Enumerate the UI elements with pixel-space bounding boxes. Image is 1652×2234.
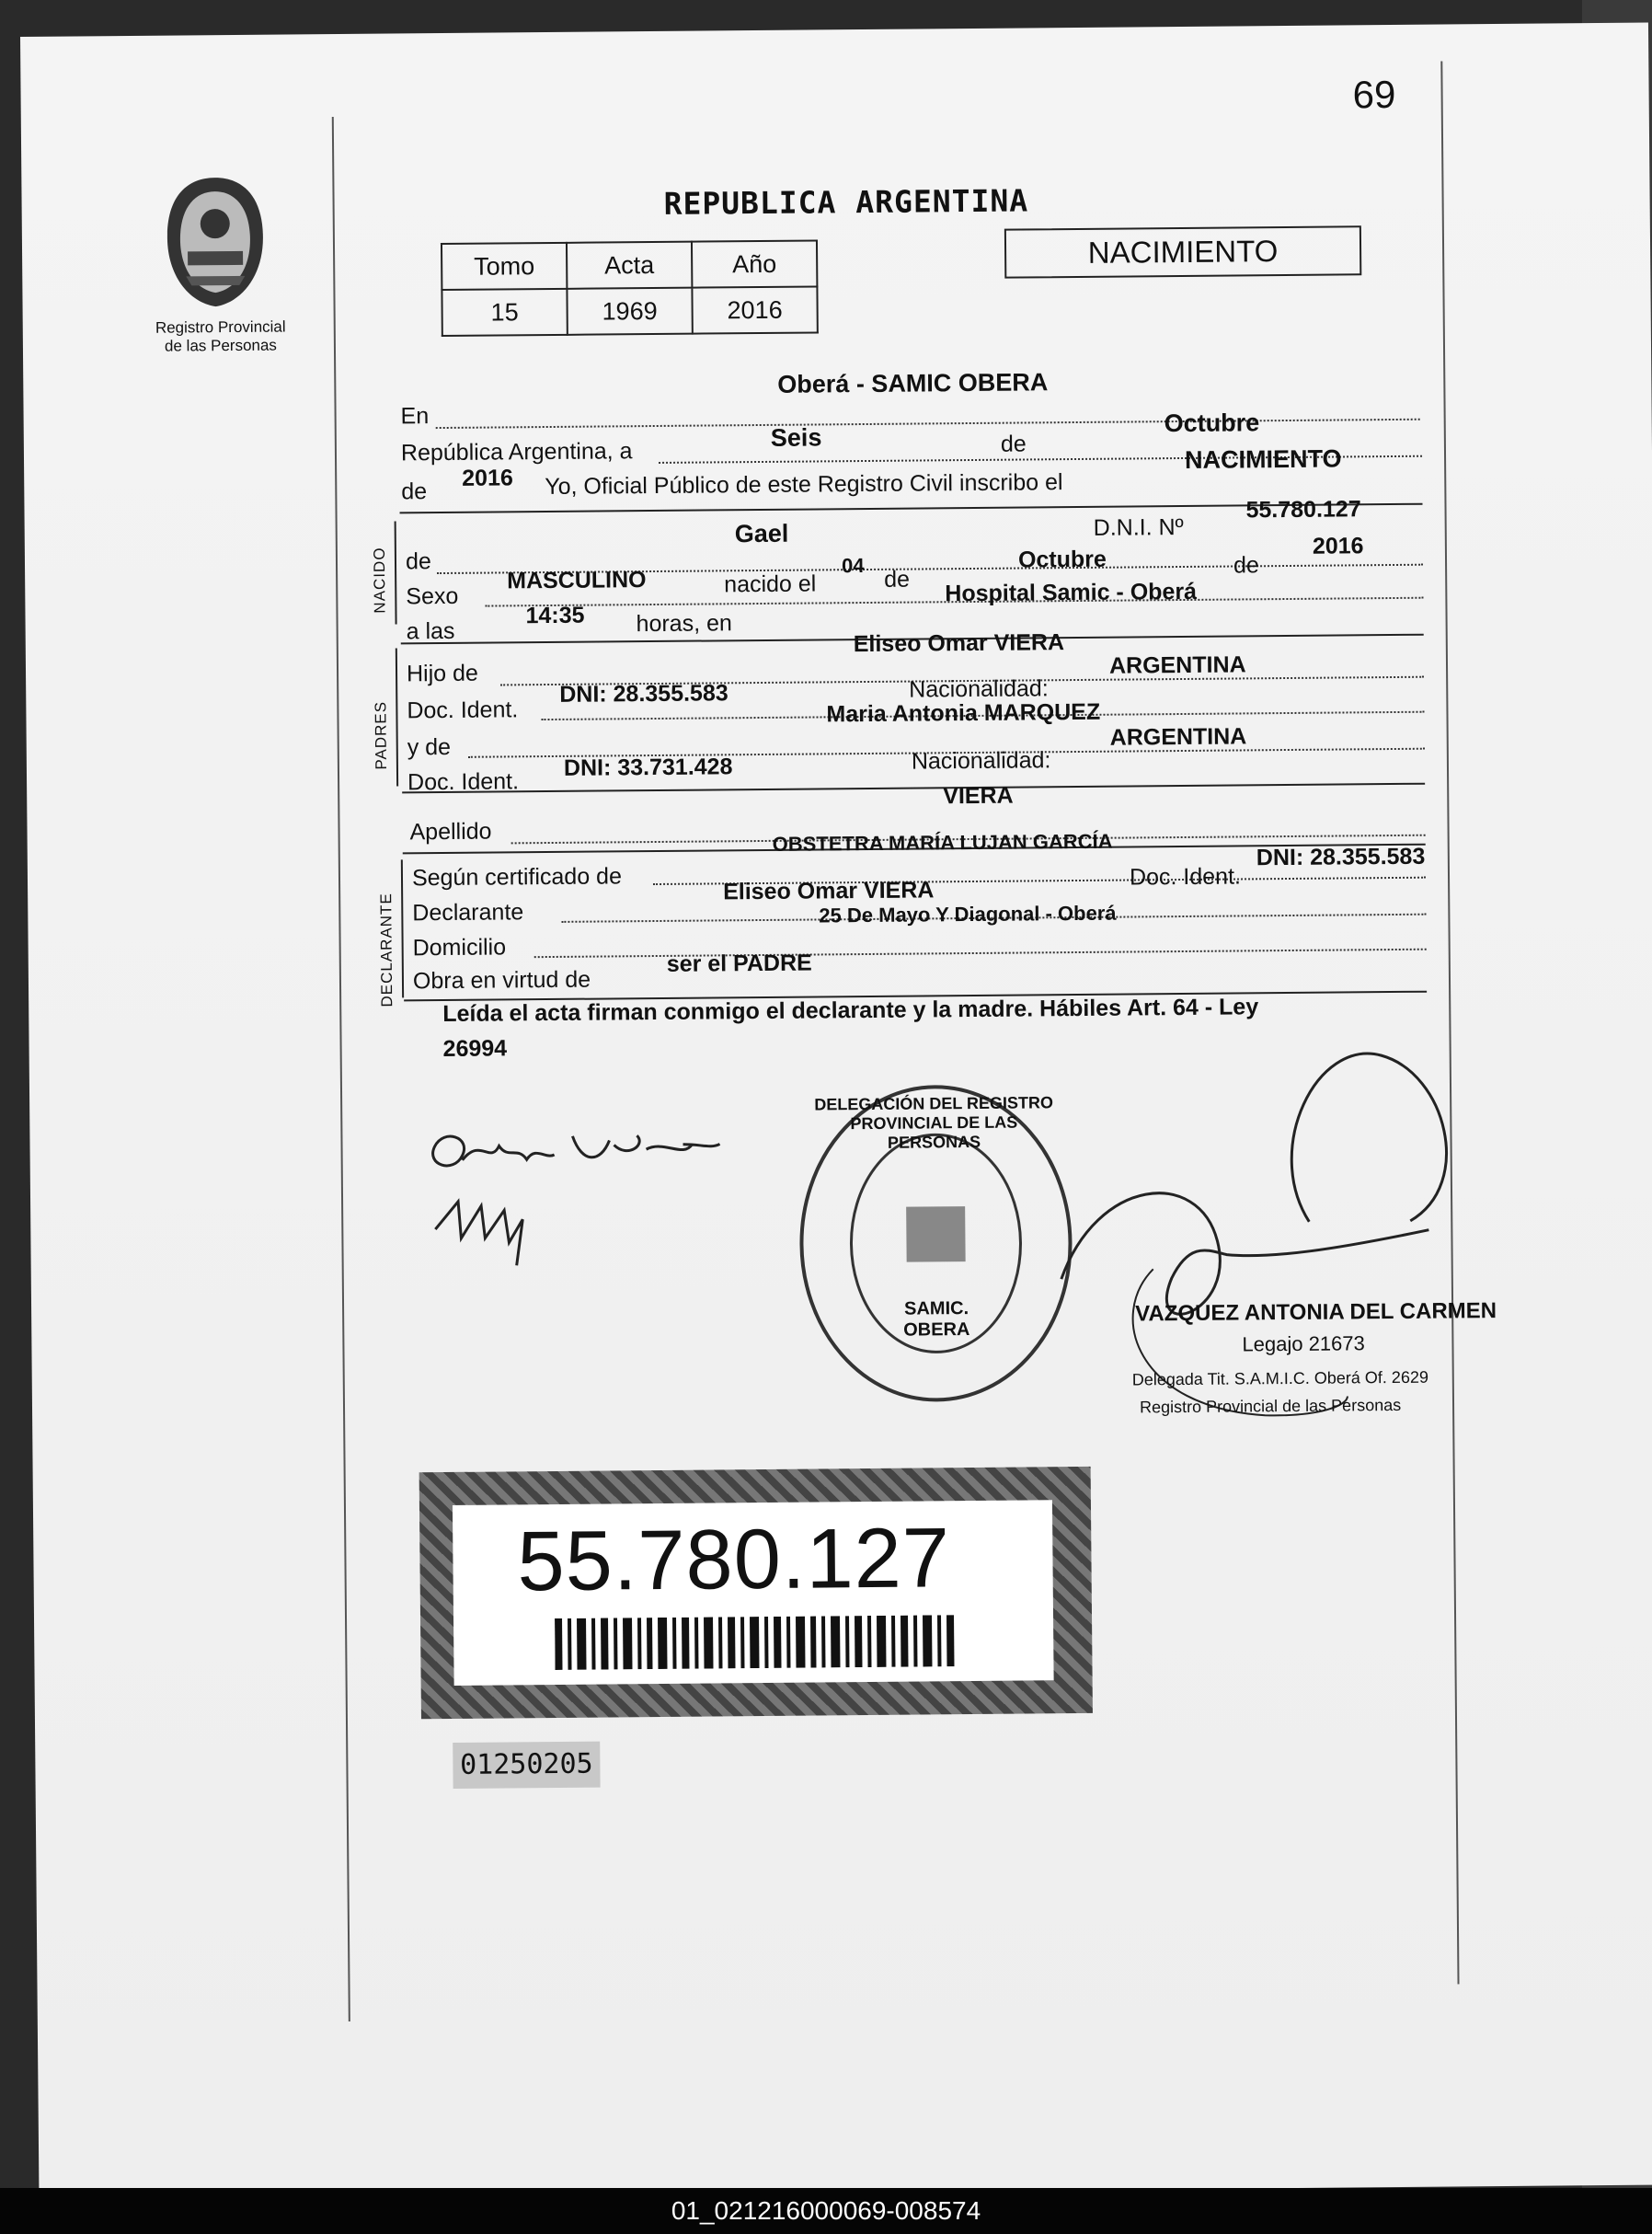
closing-note-line-1: Leída el acta firman conmigo el declarante y la madre. Hábiles Art. 64 - Ley bbox=[442, 994, 1259, 1028]
birth-day: 04 bbox=[841, 554, 865, 578]
domicilio-value: 25 De Mayo Y Diagonal - Oberá bbox=[819, 901, 1117, 927]
doc-ident-label: Doc. Ident. bbox=[407, 697, 519, 724]
en-label: En bbox=[400, 403, 430, 430]
scan-footer-id: 01_021216000069-008574 bbox=[0, 2188, 1652, 2234]
declarante-value: Eliseo Omar VIERA bbox=[723, 877, 935, 905]
official-legajo: Legajo 21673 bbox=[1242, 1331, 1365, 1356]
country-heading: REPUBLICA ARGENTINA bbox=[663, 182, 1029, 222]
stamp-inner-text: SAMIC. OBERA bbox=[903, 1298, 970, 1341]
de-label: de bbox=[1000, 431, 1027, 457]
org-line-2: de las Personas bbox=[164, 336, 277, 355]
official-registro: Registro Provincial de las Personas bbox=[1139, 1395, 1402, 1417]
registry-stamp bbox=[787, 1077, 1084, 1411]
declarante-label: Declarante bbox=[412, 899, 524, 927]
child-dni: 55.780.127 bbox=[1245, 496, 1361, 524]
declarante-doc: DNI: 28.355.583 bbox=[1256, 843, 1426, 871]
birth-certificate-page bbox=[20, 23, 1652, 2199]
page-number: 69 bbox=[1352, 72, 1396, 117]
inscribo-value: NACIMIENTO bbox=[1184, 444, 1342, 474]
child-name: Gael bbox=[734, 519, 789, 548]
province-seal-logo bbox=[159, 173, 270, 317]
mother-nationality: ARGENTINA bbox=[1109, 723, 1247, 751]
republica-label: República Argentina, a bbox=[400, 438, 633, 466]
obra-label: Obra en virtud de bbox=[412, 966, 591, 995]
nacido-section-label: NACIDO bbox=[370, 547, 389, 614]
birth-place: Hospital Samic - Oberá bbox=[945, 578, 1198, 607]
closing-note-line-2: 26994 bbox=[442, 1035, 508, 1063]
de-label: de bbox=[405, 548, 431, 575]
month-value: Octubre bbox=[1164, 409, 1260, 438]
place-value: Oberá - SAMIC OBERA bbox=[777, 368, 1049, 398]
father-nationality: ARGENTINA bbox=[1108, 651, 1246, 679]
barcode-number: 55.780.127 bbox=[517, 1511, 951, 1609]
hijo-label: Hijo de bbox=[406, 660, 479, 687]
declarante-section-label: DECLARANTE bbox=[377, 892, 396, 1008]
apellido-label: Apellido bbox=[409, 818, 492, 846]
day-value: Seis bbox=[770, 423, 822, 452]
left-margin-line bbox=[332, 117, 350, 2021]
domicilio-label: Domicilio bbox=[412, 934, 507, 962]
obra-value: ser el PADRE bbox=[666, 950, 812, 977]
section-bracket bbox=[401, 859, 404, 997]
de2-label: de bbox=[401, 478, 428, 505]
a-las-label: a las bbox=[406, 617, 455, 645]
section-rule bbox=[402, 783, 1425, 794]
horas-label: horas, en bbox=[636, 610, 732, 638]
father-name: Eliseo Omar VIERA bbox=[853, 629, 1065, 658]
doc-ident-label-2: Doc. Ident. bbox=[407, 768, 520, 796]
dotted-line bbox=[436, 419, 1420, 429]
nacionalidad-label: Nacionalidad: bbox=[909, 675, 1049, 703]
barcode bbox=[555, 1615, 959, 1670]
org-line-1: Registro Provincial bbox=[155, 317, 286, 337]
table-header-tomo: Tomo bbox=[442, 243, 567, 290]
birth-month: Octubre bbox=[1017, 546, 1107, 573]
dni-label: D.N.I. Nº bbox=[1093, 513, 1184, 541]
sexo-value: MASCULINO bbox=[507, 567, 647, 594]
segun-value: OBSTETRA MARÍA LUJAN GARCÍA bbox=[772, 829, 1113, 856]
registry-table bbox=[441, 239, 819, 337]
mother-doc: DNI: 33.731.428 bbox=[563, 754, 733, 781]
small-code-sticker: 01250205 bbox=[453, 1742, 600, 1789]
table-value-acta: 1969 bbox=[567, 288, 692, 335]
registry-org-label bbox=[143, 317, 299, 355]
segun-label: Según certificado de bbox=[411, 863, 623, 892]
table-value-tomo: 15 bbox=[442, 289, 567, 336]
doc-ident-label-3: Doc. Ident. bbox=[1129, 863, 1242, 891]
yo-label: Yo, Oficial Público de este Registro Civil inscribo el bbox=[545, 469, 1063, 501]
birth-year: 2016 bbox=[1312, 533, 1364, 559]
sexo-label: Sexo bbox=[406, 582, 459, 610]
right-margin-line bbox=[1440, 62, 1459, 1985]
nacido-el-label: nacido el bbox=[724, 570, 817, 598]
section-bracket bbox=[395, 521, 397, 624]
birth-time: 14:35 bbox=[525, 602, 585, 629]
table-value-ano: 2016 bbox=[692, 286, 817, 333]
declarant-signature bbox=[416, 1107, 730, 1294]
table-header-ano: Año bbox=[692, 240, 817, 287]
de-label-2: de bbox=[884, 566, 911, 593]
nacionalidad-label-2: Nacionalidad: bbox=[911, 747, 1051, 775]
official-name: VAZQUEZ ANTONIA DEL CARMEN bbox=[1135, 1298, 1497, 1327]
de-label-3: de bbox=[1233, 552, 1259, 579]
table-header-acta: Acta bbox=[567, 242, 692, 289]
father-doc: DNI: 28.355.583 bbox=[559, 680, 728, 708]
official-delegada: Delegada Tit. S.A.M.I.C. Oberá Of. 2629 bbox=[1131, 1367, 1429, 1389]
year-value: 2016 bbox=[462, 465, 513, 491]
stamp-outer-text: DELEGACIÓN DEL REGISTRO PROVINCIAL DE LAS PERSONAS bbox=[814, 1093, 1054, 1152]
apellido-value: VIERA bbox=[943, 782, 1014, 810]
document-type-box: NACIMIENTO bbox=[1004, 225, 1361, 278]
barcode-label bbox=[453, 1500, 1054, 1686]
padres-section-label: PADRES bbox=[372, 700, 390, 770]
section-bracket bbox=[396, 648, 398, 786]
mother-name: Maria Antonia MARQUEZ bbox=[826, 698, 1101, 728]
y-de-label: y de bbox=[407, 733, 452, 761]
